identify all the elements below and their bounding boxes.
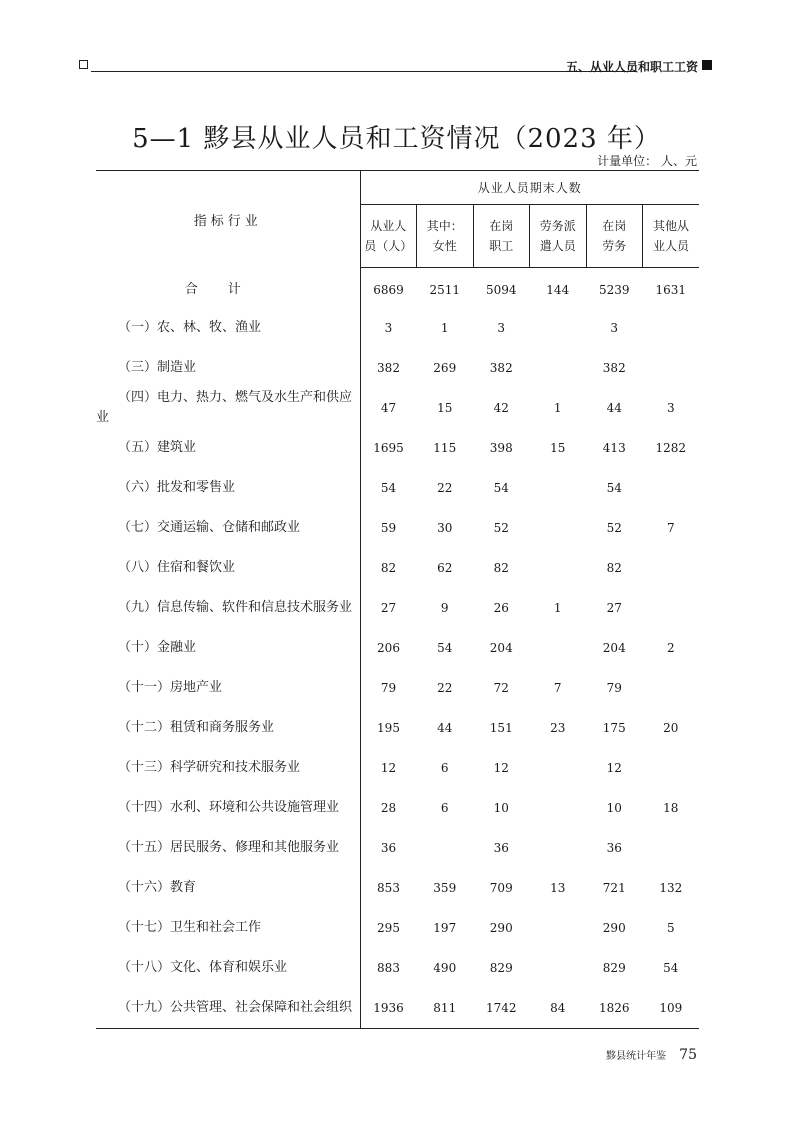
row-label: （七）交通运输、仓储和邮政业 (96, 508, 360, 548)
table-row (96, 628, 699, 668)
column-header-line1: 在岗 (602, 219, 627, 233)
column-header-line1: 其他从 (653, 219, 690, 233)
cell-value (417, 828, 474, 868)
cell-value (643, 348, 700, 388)
cell-value: 853 (377, 881, 400, 895)
cell-value: 42 (493, 401, 509, 415)
column-header-line2: 遣人员 (539, 239, 576, 253)
cell-value: 829 (489, 961, 513, 975)
column-header (586, 205, 643, 268)
column-header-line1: 其中： (426, 219, 463, 233)
cell-value (643, 468, 700, 508)
column-header-line2: 劳务 (602, 239, 627, 253)
indicator-header: 指标行业 (96, 171, 360, 268)
table-row (96, 508, 699, 548)
table-row (96, 428, 699, 468)
table-row (96, 748, 699, 788)
table-row (96, 708, 699, 748)
cell-value: 6 (440, 801, 449, 815)
cell-value: 204 (489, 641, 513, 655)
cell-value: 3 (497, 321, 506, 335)
cell-value (530, 308, 587, 348)
row-label: （十三）科学研究和技术服务业 (96, 748, 360, 788)
black-square-icon (702, 60, 712, 70)
column-header-line2: 员（人） (364, 239, 413, 253)
column-header-line2: 女性 (432, 239, 457, 253)
cell-value: 10 (493, 801, 509, 815)
cell-value: 1936 (360, 988, 417, 1029)
cell-value: 382 (377, 361, 400, 375)
column-header-line2: 业人员 (653, 239, 690, 253)
table-row (96, 388, 699, 428)
cell-value: 5 (666, 921, 675, 935)
table-row (96, 268, 699, 309)
cell-value: 54 (663, 961, 679, 975)
table-row (96, 988, 699, 1029)
table-row (96, 868, 699, 908)
cell-value: 6869 (373, 283, 404, 297)
table-title: 5—1 黟县从业人员和工资情况（2023 年） (132, 124, 661, 154)
cell-value: 1695 (373, 441, 404, 455)
cell-value: 197 (433, 921, 457, 935)
row-label: （三）制造业 (96, 348, 360, 388)
row-label: （十六）教育 (96, 868, 360, 908)
cell-value: 52 (493, 521, 509, 535)
cell-value: 175 (602, 721, 626, 735)
cell-value: 28 (380, 801, 397, 815)
cell-value: 30 (437, 521, 453, 535)
row-label: （八）住宿和餐饮业 (96, 548, 360, 588)
cell-value: 829 (602, 961, 626, 975)
cell-value: 54 (493, 481, 509, 495)
cell-value: 2511 (429, 283, 461, 297)
cell-value: 398 (489, 441, 513, 455)
row-label: （十二）租赁和商务服务业 (96, 708, 360, 748)
cell-value: 79 (606, 681, 622, 695)
cell-value (643, 588, 700, 628)
row-label: （十七）卫生和社会工作 (96, 908, 360, 948)
column-header-line1: 从业人 (370, 219, 407, 233)
cell-value: 413 (602, 441, 626, 455)
cell-value (530, 788, 587, 828)
row-label: （四）电力、热力、燃气及水生产和供应业 (96, 388, 360, 428)
page-number: 75 (679, 1047, 697, 1063)
cell-value: 82 (493, 561, 509, 575)
header-box-icon (79, 60, 88, 69)
cell-value (530, 468, 587, 508)
cell-value (530, 748, 587, 788)
cell-value: 132 (659, 881, 683, 895)
cell-value: 12 (606, 761, 622, 775)
cell-value: 12 (380, 761, 397, 775)
table-row (96, 788, 699, 828)
cell-value: 62 (437, 561, 453, 575)
cell-value (643, 828, 700, 868)
row-label: （十四）水利、环境和公共设施管理业 (96, 788, 360, 828)
cell-value: 490 (433, 961, 457, 975)
cell-value: 5094 (485, 283, 517, 297)
cell-value: 59 (380, 521, 397, 535)
employment-table (96, 170, 699, 1029)
cell-value: 52 (606, 521, 622, 535)
cell-value: 84 (530, 988, 587, 1029)
cell-value: 109 (643, 988, 700, 1029)
cell-value: 1 (440, 321, 449, 335)
cell-value: 195 (377, 721, 400, 735)
cell-value: 9 (440, 601, 449, 615)
cell-value: 15 (550, 441, 566, 455)
cell-value: 15 (437, 401, 453, 415)
cell-value: 23 (550, 721, 566, 735)
column-header (360, 205, 417, 268)
row-label: （六）批发和零售业 (96, 468, 360, 508)
row-label: （九）信息传输、软件和信息技术服务业 (96, 588, 360, 628)
cell-value: 13 (550, 881, 566, 895)
column-header (417, 205, 474, 268)
page-footer (606, 1044, 697, 1063)
cell-value: 82 (380, 561, 397, 575)
chapter-title: 五、从业人员和职工工资 (565, 60, 698, 74)
cell-value (643, 748, 700, 788)
cell-value: 1742 (473, 988, 530, 1029)
cell-value: 1826 (586, 988, 643, 1029)
cell-value: 47 (380, 401, 397, 415)
cell-value (530, 348, 587, 388)
table-row (96, 948, 699, 988)
cell-value: 36 (606, 841, 622, 855)
row-label: （十九）公共管理、社会保障和社会组织 (96, 988, 360, 1029)
cell-value: 206 (377, 641, 400, 655)
cell-value (643, 548, 700, 588)
cell-value (530, 508, 587, 548)
cell-value: 7 (666, 521, 675, 535)
cell-value: 1 (553, 601, 562, 615)
cell-value: 27 (606, 601, 622, 615)
cell-value: 3 (610, 321, 619, 335)
column-header (473, 205, 530, 268)
cell-value (530, 628, 587, 668)
cell-value: 12 (493, 761, 509, 775)
cell-value: 44 (437, 721, 453, 735)
table-row (96, 468, 699, 508)
column-header-line1: 在岗 (489, 219, 514, 233)
cell-value: 290 (602, 921, 626, 935)
row-label: （五）建筑业 (96, 428, 360, 468)
table-row (96, 668, 699, 708)
cell-value: 204 (602, 641, 626, 655)
cell-value: 18 (663, 801, 679, 815)
cell-value: 115 (433, 441, 457, 455)
cell-value: 144 (546, 283, 570, 297)
row-label: （十）金融业 (96, 628, 360, 668)
cell-value: 3 (666, 401, 675, 415)
cell-value: 3 (384, 321, 393, 335)
column-header (643, 205, 700, 268)
cell-value: 721 (602, 881, 626, 895)
cell-value: 36 (380, 841, 397, 855)
cell-value (530, 548, 587, 588)
cell-value: 82 (606, 561, 622, 575)
row-label: （十一）房地产业 (96, 668, 360, 708)
cell-value: 1 (553, 401, 562, 415)
cell-value (643, 308, 700, 348)
table-row (96, 588, 699, 628)
book-name: 黟县统计年鉴 (606, 1051, 667, 1062)
cell-value: 7 (553, 681, 562, 695)
cell-value: 27 (380, 601, 397, 615)
cell-value: 44 (606, 401, 622, 415)
cell-value: 290 (489, 921, 513, 935)
row-label: 合计 (96, 268, 360, 309)
cell-value (530, 908, 587, 948)
table-row (96, 828, 699, 868)
cell-value: 382 (602, 361, 626, 375)
cell-value: 36 (493, 841, 509, 855)
cell-value: 26 (493, 601, 509, 615)
cell-value: 295 (377, 921, 400, 935)
cell-value: 22 (437, 481, 453, 495)
cell-value: 269 (433, 361, 457, 375)
group-header: 从业人员期末人数 (360, 171, 699, 205)
cell-value: 22 (437, 681, 453, 695)
cell-value: 72 (493, 681, 509, 695)
cell-value: 811 (417, 988, 474, 1029)
column-header (530, 205, 587, 268)
cell-value: 10 (606, 801, 622, 815)
column-header-line2: 职工 (489, 239, 514, 253)
cell-value: 883 (377, 961, 400, 975)
header-rule (91, 71, 636, 72)
cell-value: 20 (663, 721, 679, 735)
cell-value: 79 (380, 681, 397, 695)
cell-value: 1631 (655, 283, 687, 297)
column-header-line1: 劳务派 (539, 219, 576, 233)
cell-value: 151 (489, 721, 513, 735)
cell-value: 5239 (598, 283, 630, 297)
cell-value: 54 (437, 641, 453, 655)
cell-value (530, 948, 587, 988)
cell-value: 54 (606, 481, 622, 495)
row-label: （十五）居民服务、修理和其他服务业 (96, 828, 360, 868)
table-row (96, 548, 699, 588)
row-label: （一）农、林、牧、渔业 (96, 308, 360, 348)
cell-value: 709 (489, 881, 513, 895)
row-label: （十八）文化、体育和娱乐业 (96, 948, 360, 988)
table-row (96, 348, 699, 388)
cell-value (643, 668, 700, 708)
cell-value: 359 (433, 881, 457, 895)
running-header (79, 58, 712, 74)
table-row (96, 308, 699, 348)
cell-value: 54 (380, 481, 397, 495)
cell-value: 2 (666, 641, 675, 655)
measurement-unit: 计量单位： 人、元 (597, 154, 697, 168)
cell-value: 6 (440, 761, 449, 775)
cell-value: 1282 (655, 441, 687, 455)
cell-value: 382 (489, 361, 513, 375)
table-row (96, 908, 699, 948)
cell-value (530, 828, 587, 868)
